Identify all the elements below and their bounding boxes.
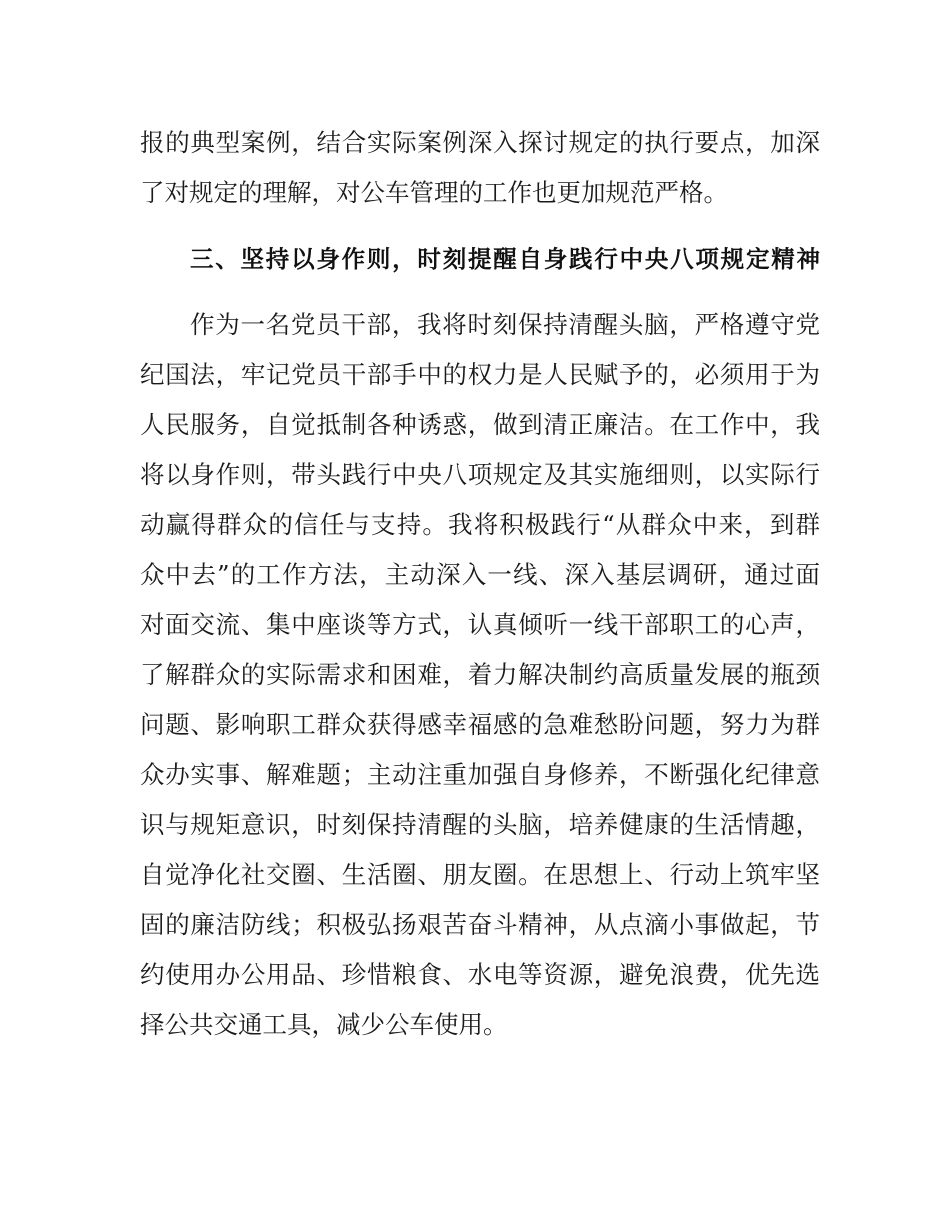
body-line-10: 众办实事、解难题；主动注重加强自身修养，不断强化纪律意 xyxy=(140,760,820,789)
body-line-13: 固的廉洁防线；积极弘扬艰苦奋斗精神，从点滴小事做起，节 xyxy=(140,910,820,939)
carryover-line-2: 了对规定的理解，对公车管理的工作也更加规范严格。 xyxy=(140,178,728,207)
body-line-15: 择公共交通工具，减少公车使用。 xyxy=(140,1010,508,1039)
body-line-12: 自觉净化社交圈、生活圈、朋友圈。在思想上、行动上筑牢坚 xyxy=(140,860,820,889)
body-line-7: 对面交流、集中座谈等方式，认真倾听一线干部职工的心声， xyxy=(140,610,820,639)
body-line-11: 识与规矩意识，时刻保持清醒的头脑，培养健康的生活情趣， xyxy=(140,810,820,839)
body-line-4: 将以身作则，带头践行中央八项规定及其实施细则，以实际行 xyxy=(140,460,820,489)
body-line-3: 人民服务，自觉抵制各种诱惑，做到清正廉洁。在工作中，我 xyxy=(140,410,820,439)
carryover-line-1: 报的典型案例，结合实际案例深入探讨规定的执行要点，加深 xyxy=(140,128,820,157)
body-line-5: 动赢得群众的信任与支持。我将积极践行“从群众中来，到群 xyxy=(140,510,820,539)
body-line-1: 作为一名党员干部，我将时刻保持清醒头脑，严格遵守党 xyxy=(190,310,820,339)
body-line-6: 众中去”的工作方法，主动深入一线、深入基层调研，通过面 xyxy=(140,560,820,589)
body-line-8: 了解群众的实际需求和困难，着力解决制约高质量发展的瓶颈 xyxy=(140,660,820,689)
body-line-2: 纪国法，牢记党员干部手中的权力是人民赋予的，必须用于为 xyxy=(140,360,820,389)
body-line-14: 约使用办公用品、珍惜粮食、水电等资源，避免浪费，优先选 xyxy=(140,960,820,989)
section-heading: 三、坚持以身作则，时刻提醒自身践行中央八项规定精神 xyxy=(190,245,820,273)
body-line-9: 问题、影响职工群众获得感幸福感的急难愁盼问题，努力为群 xyxy=(140,710,820,739)
